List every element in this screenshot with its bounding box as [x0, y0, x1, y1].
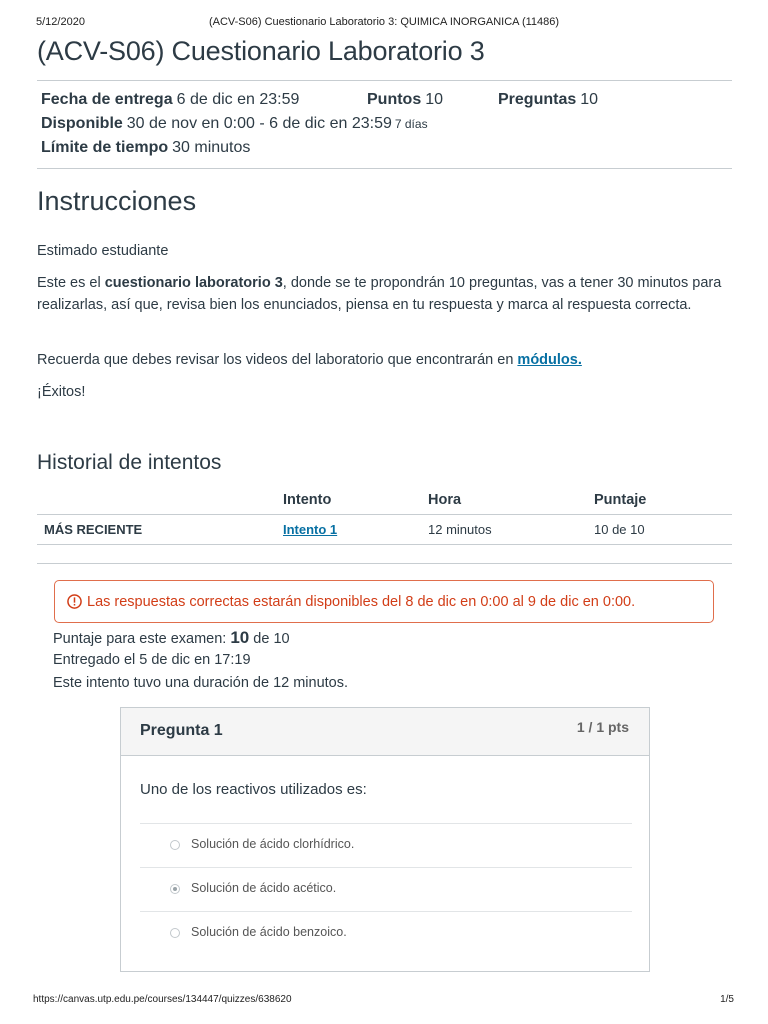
- divider: [37, 80, 732, 81]
- print-url: https://canvas.utp.edu.pe/courses/134447/quizzes/638620: [33, 994, 292, 1005]
- attempt-link[interactable]: Intento 1: [283, 522, 338, 537]
- question-header: [121, 708, 649, 756]
- due-label: Fecha de entrega: [41, 91, 173, 108]
- radio-button[interactable]: [170, 840, 180, 850]
- answer-label: Solución de ácido clorhídrico.: [191, 837, 355, 851]
- available-days: 7 días: [394, 117, 428, 131]
- instructions-heading: Instrucciones: [37, 186, 197, 216]
- points-value: 10: [425, 91, 444, 108]
- radio-button[interactable]: [170, 928, 180, 938]
- time-limit-value: 30 minutos: [172, 139, 251, 156]
- history-heading: Historial de intentos: [37, 451, 222, 474]
- answer-option[interactable]: [140, 823, 632, 867]
- questions-value: 10: [580, 91, 599, 108]
- quiz-meta-row-3: [41, 139, 250, 157]
- radio-button-selected[interactable]: [170, 884, 180, 894]
- points-meta: [367, 91, 443, 109]
- warning-circle-icon: [67, 594, 82, 609]
- instructions-paragraph-1: Este es el cuestionario laboratorio 3, donde se te propondrán 10 preguntas, vas a tener 30 minutos para realizarlas, así que, revisa bien los enunciados, piensa en tu respuesta y marca al respuesta correcta.: [37, 275, 722, 313]
- question-card: [120, 707, 650, 972]
- print-date: 5/12/2020: [36, 16, 85, 28]
- history-table-header: [37, 487, 732, 515]
- print-title: (ACV-S06) Cuestionario Laboratorio 3: QUIMICA INORGANICA (11486): [208, 16, 560, 28]
- due-value: 6 de dic en 23:59: [176, 91, 300, 108]
- divider: [37, 563, 732, 564]
- col-header-time: Hora: [428, 492, 462, 508]
- instructions-greeting: Estimado estudiante: [37, 243, 169, 259]
- answers-availability-alert: [54, 580, 714, 623]
- question-points: 1 / 1 pts: [576, 719, 629, 735]
- duration-line: Este intento tuvo una duración de 12 minutos.: [53, 675, 349, 691]
- instructions-paragraph-2: Recuerda que debes revisar los videos del laboratorio que encontrarán en módulos.: [37, 352, 582, 368]
- points-label: Puntos: [367, 91, 422, 108]
- score-line: Puntaje para este examen: 10 de 10: [53, 628, 290, 647]
- available-label: Disponible: [41, 115, 123, 132]
- page-title: (ACV-S06) Cuestionario Laboratorio 3: [37, 36, 485, 66]
- question-title: Pregunta 1: [140, 722, 223, 739]
- alert-text: Las respuestas correctas estarán disponibles del 8 de dic en 0:00 al 9 de dic en 0:00.: [87, 593, 636, 610]
- questions-label: Preguntas: [498, 91, 577, 108]
- available-value: 30 de nov en 0:00 - 6 de dic en 23:59: [126, 115, 392, 132]
- time-limit-label: Límite de tiempo: [41, 139, 169, 156]
- divider: [37, 168, 732, 169]
- row-time: 12 minutos: [428, 522, 492, 537]
- quiz-meta-row-1: [41, 91, 299, 109]
- modules-link[interactable]: módulos.: [517, 352, 582, 368]
- questions-meta: [498, 91, 598, 109]
- table-row: [37, 515, 732, 545]
- col-header-score: Puntaje: [594, 492, 647, 508]
- question-text: Uno de los reactivos utilizados es:: [140, 781, 367, 798]
- score-value: 10: [230, 628, 250, 647]
- submitted-line: Entregado el 5 de dic en 17:19: [53, 652, 251, 668]
- quiz-name-bold: cuestionario laboratorio 3: [104, 275, 283, 291]
- answer-label: Solución de ácido benzoico.: [191, 925, 347, 939]
- history-table: [37, 487, 732, 545]
- answer-option[interactable]: [140, 911, 632, 955]
- row-label: MÁS RECIENTE: [44, 522, 143, 537]
- instructions-paragraph-3: ¡Éxitos!: [37, 384, 86, 400]
- page-number: 1/5: [720, 994, 734, 1005]
- quiz-meta-row-2: [41, 115, 428, 133]
- answer-option-selected[interactable]: [140, 867, 632, 911]
- answer-label: Solución de ácido acético.: [191, 881, 337, 895]
- row-score: 10 de 10: [594, 522, 645, 537]
- col-header-attempt: Intento: [283, 492, 332, 508]
